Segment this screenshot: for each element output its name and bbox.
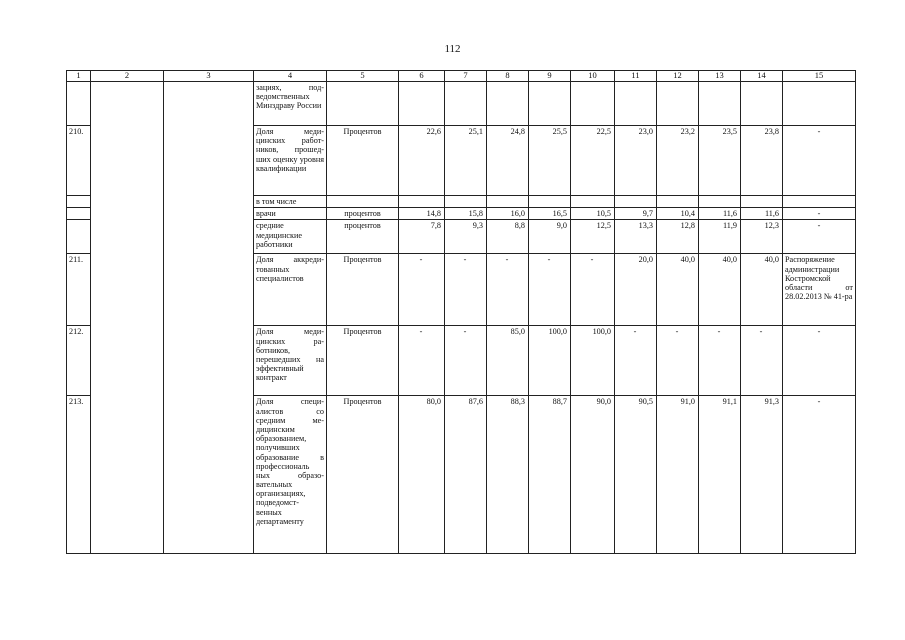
header-cell: 4	[254, 71, 327, 82]
value-cell: -	[615, 326, 657, 396]
value-cell: 23,0	[615, 126, 657, 196]
document-cell	[783, 82, 856, 126]
document-cell: -	[783, 396, 856, 554]
row-number	[67, 82, 91, 126]
unit-cell: Процентов	[327, 396, 399, 554]
value-cell: 9,3	[445, 220, 487, 254]
value-cell: 15,8	[445, 208, 487, 220]
value-cell	[445, 82, 487, 126]
value-cell: 100,0	[529, 326, 571, 396]
empty-column-2	[91, 82, 164, 554]
unit-cell	[327, 82, 399, 126]
value-cell: 9,0	[529, 220, 571, 254]
unit-cell: Процентов	[327, 254, 399, 326]
unit-cell: процентов	[327, 220, 399, 254]
indicator-name: средние медицинские работники	[254, 220, 327, 254]
value-cell	[615, 82, 657, 126]
value-cell: 23,8	[741, 126, 783, 196]
unit-cell: Процентов	[327, 126, 399, 196]
value-cell: 88,3	[487, 396, 529, 554]
unit-cell	[327, 196, 399, 208]
document-cell: Распоряжение администрации Костромской области от 28.02.2013 № 41-ра	[783, 254, 856, 326]
document-cell: -	[783, 220, 856, 254]
value-cell: 11,6	[741, 208, 783, 220]
value-cell: 12,8	[657, 220, 699, 254]
document-cell: -	[783, 208, 856, 220]
value-cell: 8,8	[487, 220, 529, 254]
value-cell: 12,5	[571, 220, 615, 254]
value-cell: 40,0	[657, 254, 699, 326]
value-cell: 24,8	[487, 126, 529, 196]
value-cell	[741, 196, 783, 208]
value-cell	[571, 82, 615, 126]
value-cell	[741, 82, 783, 126]
header-cell: 5	[327, 71, 399, 82]
header-cell: 9	[529, 71, 571, 82]
header-cell: 14	[741, 71, 783, 82]
value-cell: 100,0	[571, 326, 615, 396]
indicator-name: Доля аккреди-тованных специалистов	[254, 254, 327, 326]
value-cell: 9,7	[615, 208, 657, 220]
value-cell	[529, 82, 571, 126]
unit-cell: Процентов	[327, 326, 399, 396]
row-number: 210.	[67, 126, 91, 196]
value-cell: 91,3	[741, 396, 783, 554]
value-cell: -	[487, 254, 529, 326]
value-cell: 16,5	[529, 208, 571, 220]
value-cell: 7,8	[399, 220, 445, 254]
value-cell: 91,0	[657, 396, 699, 554]
value-cell: 16,0	[487, 208, 529, 220]
value-cell: -	[699, 326, 741, 396]
value-cell	[529, 196, 571, 208]
unit-cell: процентов	[327, 208, 399, 220]
indicator-name: зациях, под-ведомственных Минздраву России	[254, 82, 327, 126]
row-number	[67, 208, 91, 220]
value-cell: -	[657, 326, 699, 396]
empty-column-3	[164, 82, 254, 554]
value-cell: 22,5	[571, 126, 615, 196]
indicator-name: в том числе	[254, 196, 327, 208]
header-cell: 7	[445, 71, 487, 82]
value-cell: 12,3	[741, 220, 783, 254]
value-cell: 22,6	[399, 126, 445, 196]
row-number	[67, 196, 91, 208]
row-number: 211.	[67, 254, 91, 326]
value-cell: 23,2	[657, 126, 699, 196]
document-cell: -	[783, 326, 856, 396]
value-cell: 20,0	[615, 254, 657, 326]
value-cell: -	[399, 326, 445, 396]
value-cell	[657, 82, 699, 126]
page-number: 112	[444, 43, 461, 55]
value-cell	[657, 196, 699, 208]
value-cell: -	[741, 326, 783, 396]
value-cell: -	[445, 254, 487, 326]
indicator-name: Доля специ-алистов со средним ме-дицинским образованием, получивших образование в профессиональ ных образо-вательных организациях, подведомст-венных департаменту	[254, 396, 327, 554]
value-cell: 14,8	[399, 208, 445, 220]
value-cell: 40,0	[699, 254, 741, 326]
indicator-name: Доля меди-цинских ра-ботников, перешедших на эффективный контракт	[254, 326, 327, 396]
value-cell: 13,3	[615, 220, 657, 254]
value-cell: 25,5	[529, 126, 571, 196]
value-cell	[487, 82, 529, 126]
value-cell	[399, 196, 445, 208]
header-cell: 6	[399, 71, 445, 82]
value-cell: 80,0	[399, 396, 445, 554]
value-cell: 90,5	[615, 396, 657, 554]
header-cell: 3	[164, 71, 254, 82]
row-number: 212.	[67, 326, 91, 396]
value-cell: 90,0	[571, 396, 615, 554]
header-cell: 2	[91, 71, 164, 82]
value-cell: 87,6	[445, 396, 487, 554]
value-cell: 88,7	[529, 396, 571, 554]
row-number: 213.	[67, 396, 91, 554]
value-cell: 91,1	[699, 396, 741, 554]
table-row-continuation	[67, 82, 856, 126]
header-cell: 12	[657, 71, 699, 82]
value-cell: -	[445, 326, 487, 396]
header-row	[67, 71, 856, 82]
value-cell	[699, 196, 741, 208]
value-cell: 11,9	[699, 220, 741, 254]
value-cell: 11,6	[699, 208, 741, 220]
value-cell: -	[399, 254, 445, 326]
value-cell	[571, 196, 615, 208]
header-cell: 11	[615, 71, 657, 82]
row-number	[67, 220, 91, 254]
value-cell: 40,0	[741, 254, 783, 326]
value-cell: -	[529, 254, 571, 326]
indicator-name: врачи	[254, 208, 327, 220]
document-cell: -	[783, 126, 856, 196]
value-cell: 10,4	[657, 208, 699, 220]
indicator-name: Доля меди-цинских работ-ников, прошед-ших оценку уровня квалификации	[254, 126, 327, 196]
indicators-table	[66, 70, 856, 554]
header-cell: 13	[699, 71, 741, 82]
header-cell: 10	[571, 71, 615, 82]
value-cell	[699, 82, 741, 126]
header-cell: 15	[783, 71, 856, 82]
value-cell: 10,5	[571, 208, 615, 220]
value-cell	[615, 196, 657, 208]
header-cell: 8	[487, 71, 529, 82]
value-cell: -	[571, 254, 615, 326]
value-cell: 25,1	[445, 126, 487, 196]
value-cell: 23,5	[699, 126, 741, 196]
document-cell	[783, 196, 856, 208]
value-cell	[487, 196, 529, 208]
value-cell	[445, 196, 487, 208]
header-cell: 1	[67, 71, 91, 82]
value-cell: 85,0	[487, 326, 529, 396]
value-cell	[399, 82, 445, 126]
